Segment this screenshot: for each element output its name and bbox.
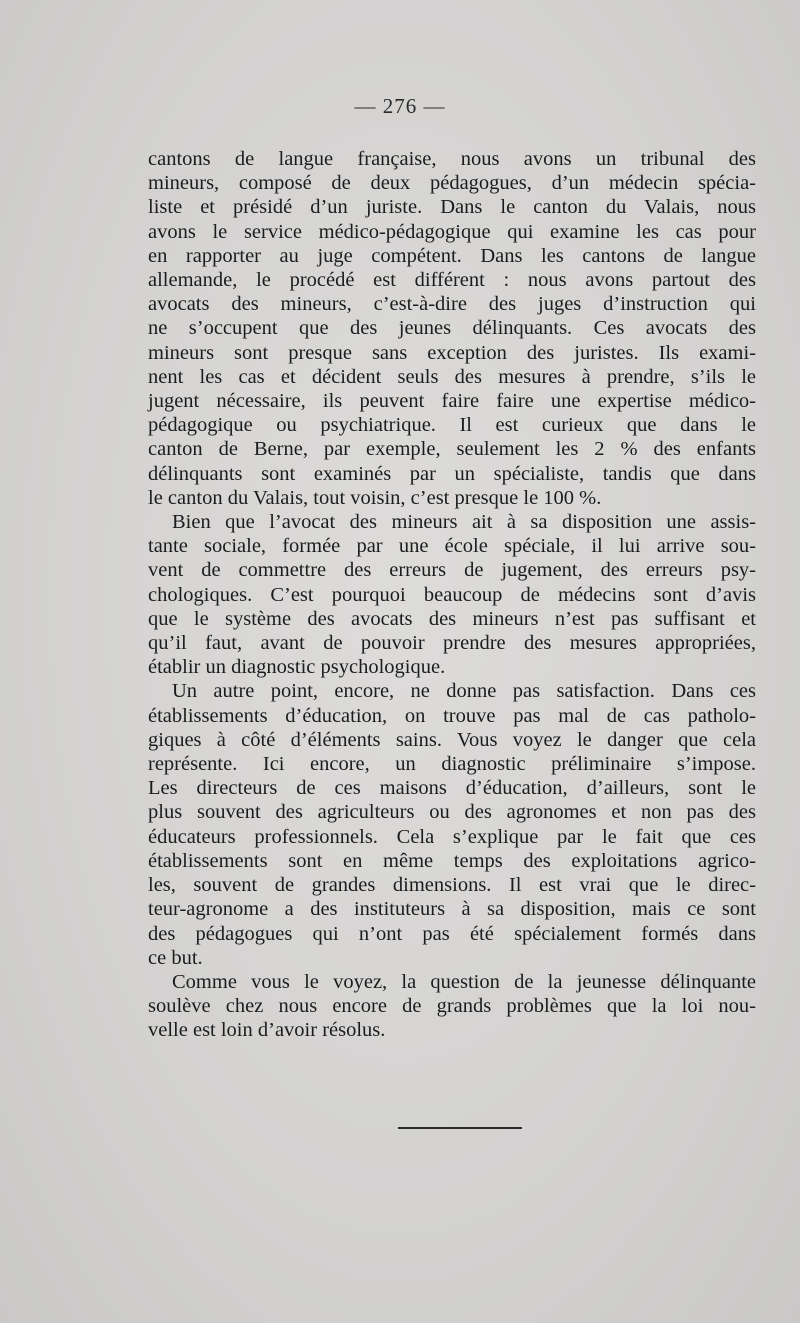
text-line: représente. Ici encore, un diagnostic préliminaire s’impose. (148, 753, 756, 776)
text-line: délinquants sont examinés par un spécialiste, tandis que dans (148, 462, 756, 485)
paragraph (148, 510, 756, 679)
text-line: pédagogique ou psychiatrique. Il est curieux que dans le (148, 414, 756, 437)
text-line: liste et présidé d’un juriste. Dans le canton du Valais, nous (148, 196, 756, 219)
text-line: éducateurs professionnels. Cela s’explique par le fait que ces (148, 825, 756, 848)
text-line: Un autre point, encore, ne donne pas satisfaction. Dans ces (172, 680, 756, 703)
paragraph (148, 970, 756, 1043)
paragraph (148, 147, 756, 510)
text-line: allemande, le procédé est différent : nous avons partout des (148, 269, 756, 292)
text-line: Bien que l’avocat des mineurs ait à sa disposition une assis- (172, 511, 756, 534)
paragraph (148, 679, 756, 969)
text-line: jugent nécessaire, ils peuvent faire faire une expertise médico- (148, 390, 756, 413)
text-line: vent de commettre des erreurs de jugement, des erreurs psy- (148, 559, 756, 582)
text-line: en rapporter au juge compétent. Dans les cantons de langue (148, 244, 756, 267)
text-line: plus souvent des agriculteurs ou des agronomes et non pas des (148, 801, 756, 824)
text-line: établir un diagnostic psychologique. (148, 656, 446, 679)
page-number: — 276 — (354, 94, 446, 118)
text-line: mineurs, composé de deux pédagogues, d’un médecin spécia- (148, 172, 756, 195)
text-line: soulève chez nous encore de grands problèmes que la loi nou- (148, 995, 756, 1018)
text-line: avons le service médico-pédagogique qui examine les cas pour (148, 220, 756, 243)
text-line: nent les cas et décident seuls des mesures à prendre, s’ils le (148, 365, 756, 388)
text-line: qu’il faut, avant de pouvoir prendre des mesures appropriées, (148, 632, 756, 655)
text-line: établissements d’éducation, on trouve pas mal de cas patholo- (148, 704, 756, 727)
text-line: le canton du Valais, tout voisin, c’est presque le 100 %. (148, 486, 602, 509)
text-line: avocats des mineurs, c’est-à-dire des juges d’instruction qui (148, 293, 756, 316)
text-line: ce but. (148, 946, 203, 969)
text-line: Comme vous le voyez, la question de la jeunesse délinquante (172, 970, 756, 993)
text-line: des pédagogues qui n’ont pas été spécialement formés dans (148, 922, 756, 945)
text-line: velle est loin d’avoir résolus. (148, 1019, 386, 1042)
text-line: canton de Berne, par exemple, seulement les 2 % des enfants (148, 438, 756, 461)
text-line: mineurs sont presque sans exception des juristes. Ils exami- (148, 341, 756, 364)
text-line: cantons de langue française, nous avons un tribunal des (148, 148, 756, 170)
text-line: que le système des avocats des mineurs n’est pas suffisant et (148, 607, 756, 630)
text-line: teur-agronome a des instituteurs à sa disposition, mais ce sont (148, 898, 756, 921)
text-line: ne s’occupent que des jeunes délinquants. Ces avocats des (148, 317, 756, 340)
text-line: chologiques. C’est pourquoi beaucoup de médecins sont d’avis (148, 583, 756, 606)
text-line: giques à côté d’éléments sains. Vous voyez le danger que cela (148, 728, 756, 751)
body-text (148, 147, 756, 1043)
closing-rule (398, 1127, 522, 1129)
text-line: établissements sont en même temps des exploitations agrico- (148, 849, 756, 872)
text-line: Les directeurs de ces maisons d’éducation, d’ailleurs, sont le (148, 777, 756, 800)
text-line: les, souvent de grandes dimensions. Il est vrai que le direc- (148, 874, 756, 897)
text-line: tante sociale, formée par une école spéciale, il lui arrive sou- (148, 535, 756, 558)
